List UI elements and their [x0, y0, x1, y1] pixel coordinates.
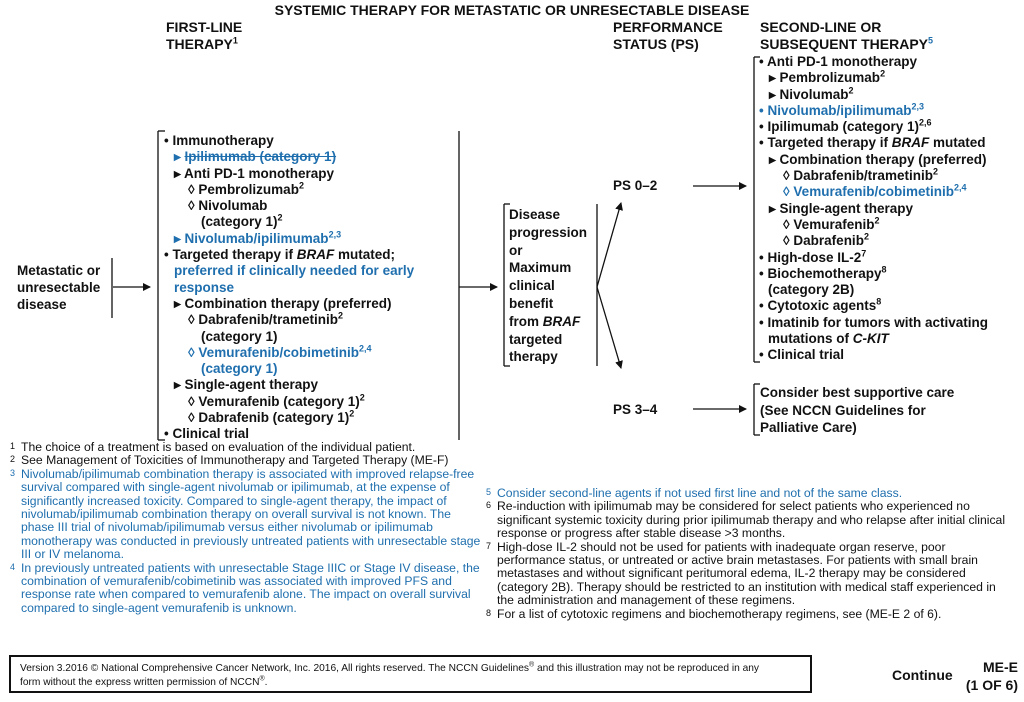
sl-cytotoxic: • Cytotoxic agents$^8$: [759, 296, 882, 314]
footnote-2: 2 See Management of Toxicities of Immunotherapy and Targeted Therapy (ME-F): [10, 453, 449, 468]
footnote-3: 3 Nivolumab/ipilimumab combination therapy is associated with improved relapse-free survival compared with single-agent nivolumab or ipilimumab, at the expense of significantly increased toxicity. Compared to single-agent therapy, the impact of nivolumab/ipilimumab combination therapy on overall survival is not known. The phase III trial of nivolumab/ipilimumab versus either nivolumab or ipilimumab monotherapy was conducted in previously untreated patients with unresectable stage III or IV melanoma.: [10, 466, 481, 562]
first-line-therapy-list: • Immunotherapy ▸ Ipilimumab (category 1) ▸ Anti PD-1 monotherapy ◊ Pembrolizumab$^2$ ◊ Nivolumab (category 1)$^2$ ▸ Nivolumab/ipilimumab$^{2,3}$ • Targeted therapy if BRAF mutated; preferred if clinically needed for early response ▸ Combination therapy (preferred) ◊ Dabrafenib/trametinib$^2$ (category 1) ◊ Vemurafenib/cobimetinib$^{2,4}$ (category 1) ▸ Single-agent therapy ◊ Vemurafenib (category 1)$^2$ ◊ Dabrafenib (category 1)$^2$ • Clinical trial: [164, 133, 415, 442]
progression-box: Disease progression or Maximum clinical benefit from BRAF targeted therapy: [509, 207, 588, 365]
fl-combination: ▸ Combination therapy (preferred): [174, 295, 392, 311]
sl-nivo-ipi: • Nivolumab/ipilimumab$^{2,3}$: [759, 101, 925, 118]
header-first-line: FIRST-LINE THERAPY$^1$: [166, 19, 243, 52]
fl-ipilimumab-struck: ▸ Ipilimumab (category 1): [174, 149, 337, 165]
footnote-5: 5 Consider second-line agents if not used first line and not of the same class.: [486, 486, 903, 500]
second-line-therapy-list: • Anti PD-1 monotherapy ▸ Pembrolizumab$^2$ ▸ Nivolumab$^2$ • Nivolumab/ipilimumab$^{2,3}$ • Ipilimumab (category 1)$^{2,6}$ • Targeted therapy if BRAF mutated ▸ Combination therapy (preferred) ◊ Dabrafenib/trametinib$^2$ ◊ Vemurafenib/cobimetinib$^{2,4}$ ▸ Single-agent therapy ◊ Vemurafenib$^2$ ◊ Dabrafenib$^2$ • High-dose $IL-2^7$ • Biochemotherapy$^8$ (category 2B) • Cytotoxic agents$^8$ • Imatinib for tumors with activating mutations of C-KIT • Clinical trial: [759, 54, 988, 363]
fl-pembrolizumab: ◊ Pembrolizumab$^2$: [188, 180, 304, 197]
sl-targeted: • Targeted therapy if BRAF mutated: [759, 135, 986, 151]
sl-combination: ▸ Combination therapy (preferred): [769, 151, 987, 167]
fl-vemu-cobi: ◊ Vemurafenib/cobimetinib$^{2,4}$: [188, 343, 372, 360]
footnotes-left: [10, 441, 482, 615]
fl-anti-pd1: ▸ Anti PD-1 monotherapy: [174, 165, 335, 181]
fl-single-agent: ▸ Single-agent therapy: [174, 377, 319, 393]
footnotes-right: [486, 487, 1014, 621]
sl-nivolumab: ▸ Nivolumab$^2$: [769, 85, 854, 102]
fl-nivolumab: ◊ Nivolumab: [188, 198, 268, 214]
sl-ipilimumab: • Ipilimumab (category 1)$^{2,6}$: [759, 117, 932, 135]
sl-clinical-trial: • Clinical trial: [759, 347, 845, 363]
supportive-care-box: Consider best supportive care (See NCCN Guidelines for Palliative Care): [760, 385, 955, 435]
fl-vemurafenib: ◊ Vemurafenib (category 1)$^2$: [188, 392, 365, 409]
fl-nivo-ipi: ▸ Nivolumab/ipilimumab$^{2,3}$: [174, 229, 342, 246]
fl-dabrafenib: ◊ Dabrafenib (category 1)$^2$: [188, 408, 355, 426]
sl-biochemo: • Biochemotherapy$^8$: [759, 264, 887, 281]
fl-targeted: • Targeted therapy if BRAF mutated;: [164, 247, 396, 263]
ps-3-4: PS 3–4: [613, 402, 658, 417]
arrow-to-ps02: [597, 203, 621, 287]
footnote-7: 7 High-dose IL-2 should not be used for patients with inadequate organ reserve, poor performance status, or untreated or active brain metastases. For patients with small brain metastases and without significant peritumoral edema, IL-2 therapy may be considered (category 2B). Therapy should be restricted to an institution with medical staff experienced in the administration and management of these regimens.: [486, 539, 996, 608]
sl-pembrolizumab: ▸ Pembrolizumab$^2$: [769, 68, 886, 86]
sl-imatinib: • Imatinib for tumors with activating: [759, 314, 988, 330]
ps-0-2: PS 0–2: [613, 178, 658, 193]
sl-vemu-cobi: ◊ Vemurafenib/cobimetinib$^{2,4}$: [783, 182, 967, 200]
sl-dabrafenib: ◊ Dabrafenib$^2$: [783, 231, 869, 249]
sl-vemurafenib: ◊ Vemurafenib$^2$: [783, 215, 880, 232]
sl-single-agent: ▸ Single-agent therapy: [769, 200, 914, 216]
fl-immunotherapy: • Immunotherapy: [164, 133, 274, 148]
header-performance-status: PERFORMANCE STATUS (PS): [613, 19, 723, 52]
copyright-box: Version 3.2016 © National Comprehensive Cancer Network, Inc. 2016, All rights reserved. The NCCN Guidelines® and this illustration may not be reproduced in any form without the express written permission of NCCN®.: [9, 655, 812, 693]
sl-anti-pd1: • Anti PD-1 monotherapy: [759, 54, 917, 69]
continue-link[interactable]: Continue: [892, 667, 953, 683]
page-title: SYSTEMIC THERAPY FOR METASTATIC OR UNRESECTABLE DISEASE: [274, 2, 750, 18]
sl-dabra-trame: ◊ Dabrafenib/trametinib$^2$: [783, 166, 938, 184]
footnote-8: 8 For a list of cytotoxic regimens and biochemotherapy regimens, see (ME-E 2 of 6).: [486, 606, 942, 621]
footnote-6: 6 Re-induction with ipilimumab may be considered for select patients who experienced no significant systemic toxicity during prior ipilimumab therapy and who relapse after initial clinical response or progress after stable disease >3 months.: [486, 499, 1006, 541]
fl-dabra-trame: ◊ Dabrafenib/trametinib$^2$: [188, 310, 343, 328]
arrow-to-ps34: [597, 287, 621, 368]
sl-il2: • High-dose $IL-2^7$: [759, 248, 867, 265]
page-indicator: ME-E (1 OF 6): [965, 659, 1018, 693]
footnote-1: 1 The choice of a treatment is based on evaluation of the individual patient.: [10, 440, 416, 454]
header-second-line: SECOND-LINE OR SUBSEQUENT THERAPY$^5$: [760, 19, 934, 52]
fl-clinical-trial: • Clinical trial: [164, 426, 250, 442]
footnote-4: 4 In previously untreated patients with unresectable Stage IIIC or Stage IV disease, the combination of vemurafenib/cobimetinib was associated with improved PFS and response rate when compared to vemurafenib alone. The impact on overall survival compared to single-agent vemurafenib is unknown.: [10, 560, 480, 615]
start-box: Metastatic or unresectable disease: [17, 263, 101, 312]
